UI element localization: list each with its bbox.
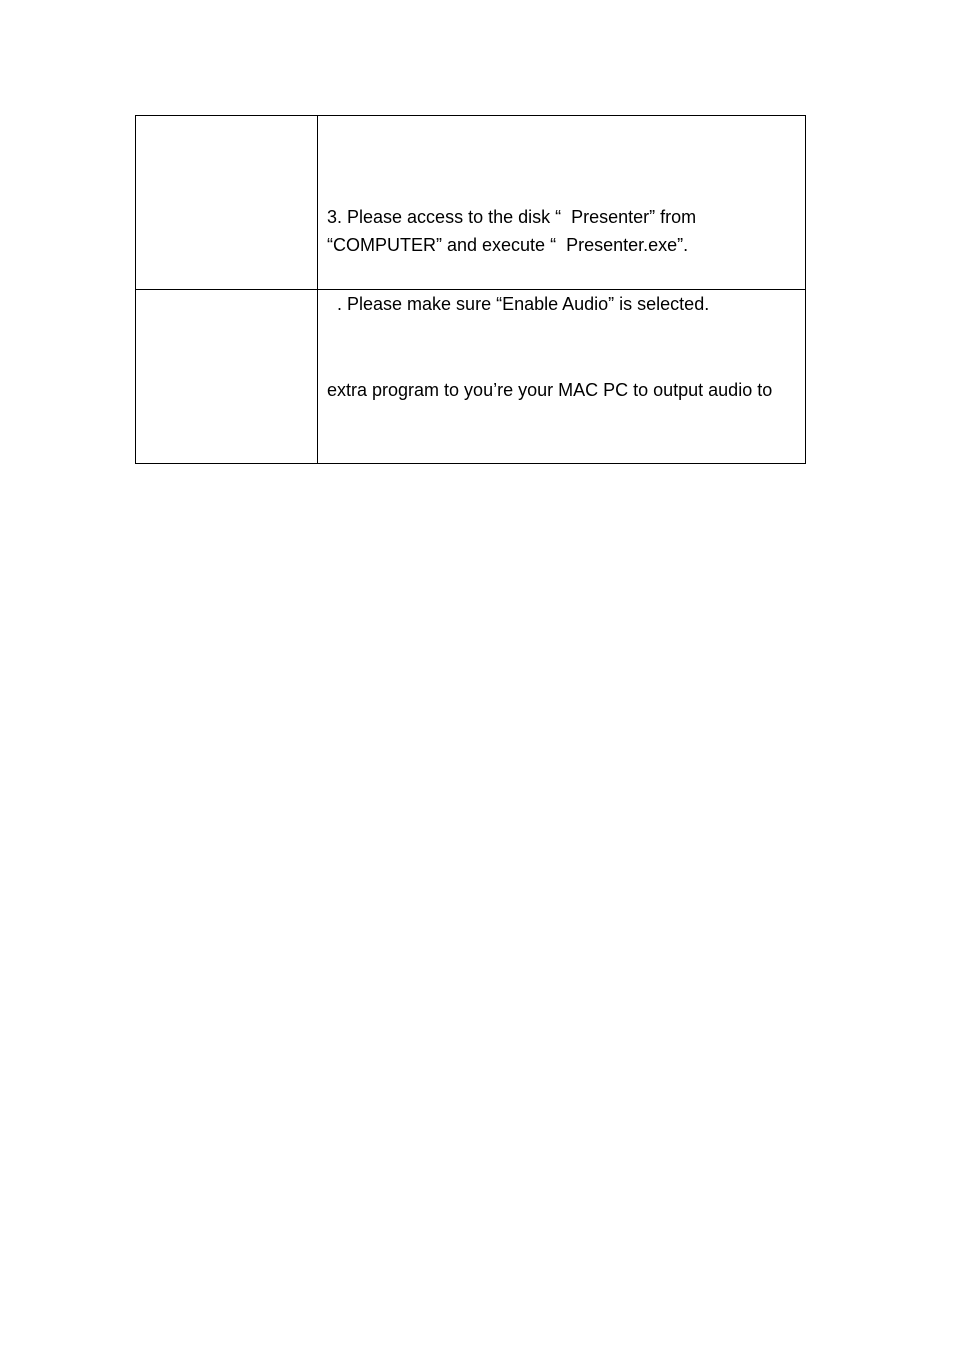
row-1-content-cell bbox=[318, 116, 805, 289]
row-1-label-cell bbox=[136, 116, 318, 289]
row-2-label-cell bbox=[136, 290, 318, 463]
step-3-line-2: “COMPUTER” and execute “ Presenter.exe”. bbox=[327, 235, 689, 255]
extra-program-line: extra program to you’re your MAC PC to output audio to bbox=[327, 380, 773, 400]
row-2-content-cell bbox=[318, 290, 805, 463]
enable-audio-line: . Please make sure “Enable Audio” is selected. bbox=[327, 294, 710, 314]
table-row bbox=[136, 116, 805, 290]
instruction-table bbox=[135, 115, 806, 464]
table-row bbox=[136, 290, 805, 463]
step-3-line-1: 3. Please access to the disk “ Presenter” from bbox=[327, 207, 697, 227]
